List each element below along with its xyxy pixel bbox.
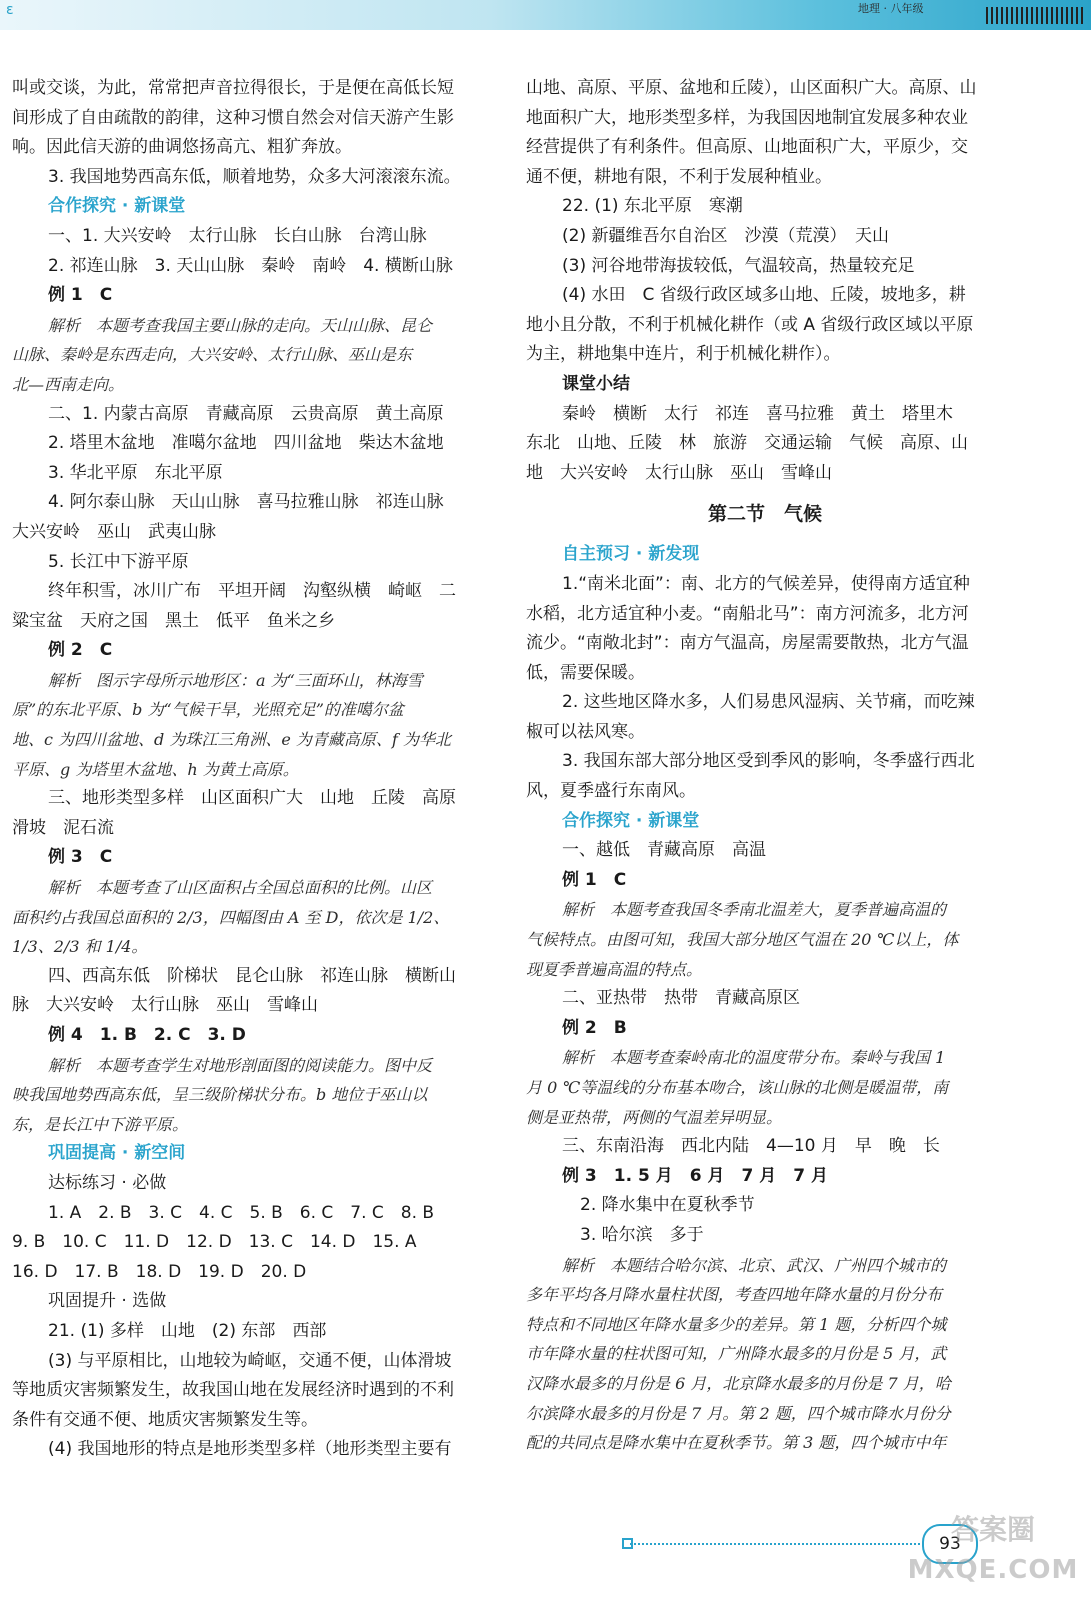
right-text-line: 地面积广大，地形类型多样，为我国因地制宜发展多种农业: [526, 107, 968, 128]
right-text-line: 侧是亚热带，两侧的气温差异明显。: [526, 1107, 783, 1127]
left-text-line: 面积约占我国总面积的 2/3，四幅图由 A 至 D，依次是 1/2、: [12, 907, 450, 927]
header-bar: [0, 0, 1091, 30]
left-text-line: 解析 本题考查学生对地形剖面图的阅读能力。图中反: [48, 1055, 433, 1075]
right-text-line: 东北 山地、丘陵 林 旅游 交通运输 气候 高原、山: [526, 433, 968, 454]
left-text-line: 间形成了自由疏散的韵律，这种习惯自然会对信天游产生影: [12, 107, 454, 128]
left-text-line: 条件有交通不便、地质灾害频繁发生等。: [12, 1409, 318, 1430]
barcode-decoration: [986, 7, 1086, 24]
left-text-line: (3) 与平原相比，山地较为崎岖，交通不便，山体滑坡: [48, 1350, 452, 1371]
right-text-line: 现夏季普遍高温的特点。: [526, 959, 703, 979]
left-text-line: 解析 本题考查我国主要山脉的走向。天山山脉、昆仑: [48, 315, 433, 335]
right-text-line: 合作探究 · 新课堂: [562, 810, 700, 831]
left-text-line: 山脉、秦岭是东西走向，大兴安岭、太行山脉、巫山是东: [12, 345, 413, 365]
left-text-line: 9. B 10. C 11. D 12. D 13. C 14. D 15. A: [12, 1232, 417, 1253]
right-text-line: 市年降水量的柱状图可知，广州降水最多的月份是 5 月，武: [526, 1344, 947, 1364]
left-text-line: 响。因此信天游的曲调悠扬高亢、粗犷奔放。: [12, 137, 352, 158]
left-text-line: 2. 塔里木盆地 准噶尔盆地 四川盆地 柴达木盆地: [48, 433, 444, 454]
right-text-line: 例 2 B: [562, 1017, 627, 1038]
left-text-line: 映我国地势西高东低，呈三级阶梯状分布。b 地位于巫山以: [12, 1085, 428, 1105]
left-text-line: 二、1. 内蒙古高原 青藏高原 云贵高原 黄土高原: [48, 403, 444, 424]
right-text-line: 地 大兴安岭 太行山脉 巫山 雪峰山: [526, 462, 832, 483]
watermark-text: 答案圈: [950, 1513, 1035, 1546]
left-column: [12, 74, 490, 1465]
left-text-line: 合作探究 · 新课堂: [48, 196, 186, 217]
left-text-line: 例 3 C: [48, 847, 113, 868]
right-text-line: (3) 河谷地带海拔较低，气温较高，热量较充足: [562, 255, 915, 276]
right-text-line: 经营提供了有利条件。但高原、山地面积广大，平原少，交: [526, 137, 968, 158]
right-text-line: 3. 哈尔滨 多于: [580, 1224, 704, 1245]
right-text-line: 风，夏季盛行东南风。: [526, 781, 696, 802]
watermark-url: MXQE.COM: [907, 1555, 1079, 1585]
left-text-line: 脉 大兴安岭 太行山脉 巫山 雪峰山: [12, 995, 318, 1016]
left-text-line: 5. 长江中下游平原: [48, 551, 189, 572]
right-text-line: 水稻，北方适宜种小麦。“南船北马”：南方河流多，北方河: [526, 603, 969, 624]
left-text-line: 例 4 1. B 2. C 3. D: [48, 1025, 246, 1045]
left-text-line: 解析 图示字母所示地形区：a 为“三面环山，林海雪: [48, 670, 423, 690]
right-text-line: 解析 本题考查秦岭南北的温度带分布。秦岭与我国 1: [562, 1048, 946, 1068]
right-text-line: 通不便，耕地有限，不利于发展种植业。: [526, 166, 832, 187]
right-text-line: 配的共同点是降水集中在夏秋季节。第 3 题，四个城市中年: [526, 1433, 947, 1453]
right-text-line: 尔滨降水最多的月份是 7 月。第 2 题，四个城市降水月份分: [526, 1403, 951, 1423]
right-text-line: 解析 本题结合哈尔滨、北京、武汉、广州四个城市的: [562, 1255, 947, 1275]
right-text-line: 三、东南沿海 西北内陆 4—10 月 早 晚 长: [562, 1136, 940, 1157]
left-text-line: 解析 本题考查了山区面积占全国总面积的比例。山区: [48, 878, 433, 898]
right-text-line: 解析 本题考查我国冬季南北温差大，夏季普遍高温的: [562, 900, 947, 920]
right-text-line: 第二节 气候: [707, 503, 822, 526]
left-text-line: 2. 祁连山脉 3. 天山山脉 秦岭 南岭 4. 横断山脉: [48, 255, 453, 276]
right-text-line: 课堂小结: [562, 373, 630, 394]
right-text-line: 22. (1) 东北平原 寒潮: [562, 196, 743, 217]
left-text-line: 达标练习 · 必做: [48, 1172, 167, 1193]
running-head: 地理 · 八年级: [858, 2, 924, 15]
left-text-line: 三、地形类型多样 山区面积广大 山地 丘陵 高原: [48, 788, 456, 809]
watermark-logo: [900, 1510, 1086, 1596]
left-text-line: 大兴安岭 巫山 武夷山脉: [12, 521, 216, 542]
right-text-line: 例 3 1. 5 月 6 月 7 月 7 月: [562, 1165, 828, 1186]
right-text-line: 椒可以祛风寒。: [526, 721, 645, 742]
right-text-line: 低，需要保暖。: [526, 662, 645, 683]
left-text-line: 叫或交谈，为此，常常把声音拉得很长，于是便在高低长短: [12, 78, 454, 98]
right-text-line: 例 1 C: [562, 869, 627, 890]
left-text-line: 巩固提升 · 选做: [48, 1291, 167, 1312]
left-text-line: 北—西南走向。: [12, 374, 125, 394]
left-text-line: 3. 华北平原 东北平原: [48, 462, 223, 483]
left-text-line: 滑坡 泥石流: [12, 817, 114, 838]
left-text-line: 粱宝盆 天府之国 黑土 低平 鱼米之乡: [12, 610, 335, 631]
right-text-line: 流少。“南敞北封”：南方气温高，房屋需要散热，北方气温: [526, 633, 969, 654]
right-text-line: 2. 降水集中在夏秋季节: [580, 1195, 755, 1216]
left-text-line: 平原、g 为塔里木盆地、h 为黄土高原。: [12, 759, 299, 779]
left-text-line: 东，是长江中下游平原。: [12, 1114, 189, 1134]
right-text-line: 山地、高原、平原、盆地和丘陵），山区面积广大。高原、山: [526, 78, 977, 98]
right-column: [526, 74, 1004, 1458]
left-text-line: 等地质灾害频繁发生，故我国山地在发展经济时遇到的不利: [12, 1380, 454, 1401]
left-text-line: 1. A 2. B 3. C 4. C 5. B 6. C 7. C 8. B: [48, 1202, 435, 1223]
footer-dotted-rule: [630, 1543, 920, 1547]
right-text-line: 2. 这些地区降水多，人们易患风湿病、关节痛，而吃辣: [562, 692, 975, 713]
left-text-line: 21. (1) 多样 山地 (2) 东部 西部: [48, 1320, 327, 1341]
right-text-line: 月 0 ℃等温线的分布基本吻合，该山脉的北侧是暖温带，南: [526, 1078, 949, 1097]
right-text-line: 特点和不同地区年降水量多少的差异。第 1 题，分析四个城: [526, 1314, 947, 1334]
right-text-line: 地小且分散，不利于机械化耕作（或 A 省级行政区域以平原: [526, 314, 974, 335]
right-text-line: (4) 水田 C 省级行政区域多山地、丘陵，坡地多，耕: [562, 285, 966, 306]
left-text-line: 3. 我国地势西高东低，顺着地势，众多大河滚滚东流。: [48, 166, 461, 187]
left-text-line: 地、c 为四川盆地、d 为珠江三角洲、e 为青藏高原、f 为华北: [12, 730, 451, 750]
right-text-line: 一、越低 青藏高原 高温: [562, 840, 766, 861]
right-text-line: 二、亚热带 热带 青藏高原区: [562, 988, 800, 1009]
right-text-line: 秦岭 横断 太行 祁连 喜马拉雅 黄土 塔里木: [562, 403, 953, 424]
right-text-line: 气候特点。由图可知，我国大部分地区气温在 20 ℃以上，体: [526, 930, 959, 950]
right-text-line: (2) 新疆维吾尔自治区 沙漠（荒漠） 天山: [562, 225, 889, 246]
right-text-line: 汉降水最多的月份是 6 月，北京降水最多的月份是 7 月，哈: [526, 1373, 951, 1393]
right-text-line: 自主预习 · 新发现: [562, 544, 700, 565]
right-text-line: 多年平均各月降水量柱状图，考查四地年降水量的月份分布: [526, 1285, 943, 1305]
left-text-line: 16. D 17. B 18. D 19. D 20. D: [12, 1261, 307, 1282]
left-text-line: 四、西高东低 阶梯状 昆仑山脉 祁连山脉 横断山: [48, 965, 456, 986]
right-text-line: 3. 我国东部大部分地区受到季风的影响，冬季盛行西北: [562, 751, 975, 772]
left-text-line: 例 1 C: [48, 285, 113, 306]
left-text-line: 原”的东北平原、b 为“气候干旱，光照充足”的准噶尔盆: [12, 700, 404, 720]
left-text-line: 4. 阿尔泰山脉 天山山脉 喜马拉雅山脉 祁连山脉: [48, 492, 444, 513]
right-text-line: 为主，耕地集中连片，利于机械化耕作）。: [526, 344, 841, 365]
left-text-line: 一、1. 大兴安岭 太行山脉 长白山脉 台湾山脉: [48, 225, 427, 246]
left-text-line: 1/3、2/3 和 1/4。: [12, 937, 148, 957]
left-text-line: (4) 我国地形的特点是地形类型多样（地形类型主要有: [48, 1439, 452, 1460]
page-number: 93: [922, 1524, 978, 1564]
left-text-line: 例 2 C: [48, 640, 113, 661]
corner-mark: ε: [6, 2, 14, 18]
right-text-line: 1.“南米北面”：南、北方的气候差异，使得南方适宜种: [562, 573, 970, 594]
left-text-line: 巩固提高 · 新空间: [48, 1143, 186, 1164]
left-text-line: 终年积雪，冰川广布 平坦开阔 沟壑纵横 崎岖 二: [48, 581, 456, 602]
